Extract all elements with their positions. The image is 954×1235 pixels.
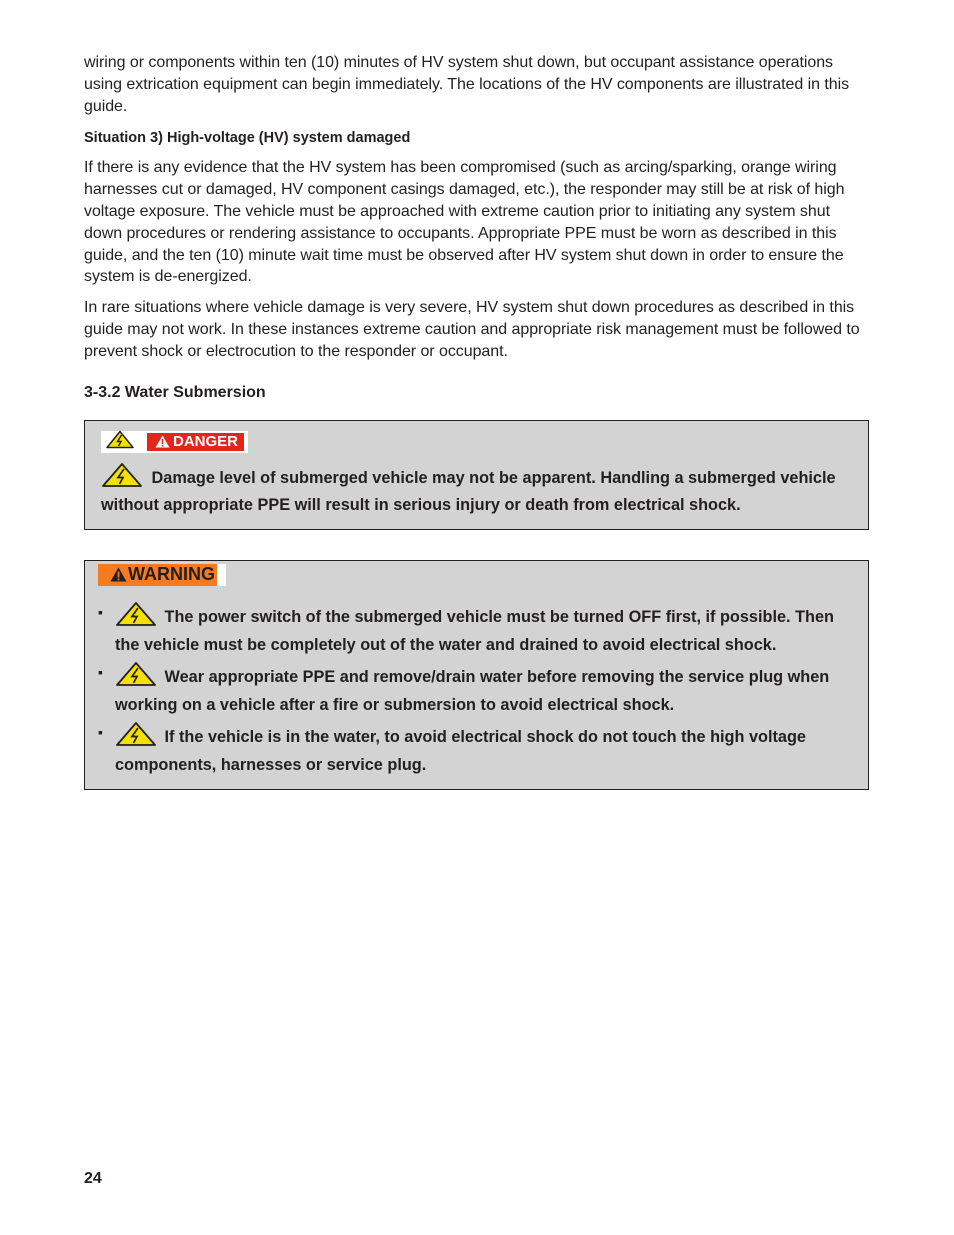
warning-box [84, 560, 869, 790]
document-page [84, 52, 870, 790]
danger-message-text: Damage level of submerged vehicle may not be apparent. Handling a submerged vehicle without appropriate PPE will result in serious injury or death from electrical shock. [101, 468, 836, 515]
page-number: 24 [84, 1170, 102, 1187]
warning-list [98, 601, 868, 776]
danger-label-strip [101, 431, 248, 453]
warning-label-strip [98, 564, 226, 586]
list-item-text: The power switch of the submerged vehicle must be turned OFF first, if possible. Then the vehicle must be completely out of the water and drained to avoid electrical shock. [115, 608, 834, 654]
high-voltage-warning-icon [115, 721, 157, 754]
list-item-text: If the vehicle is in the water, to avoid electrical shock do not touch the high voltage components, harnesses or service plug. [115, 728, 806, 774]
high-voltage-warning-icon [105, 430, 135, 454]
list-item-text: Wear appropriate PPE and remove/drain water before removing the service plug when working on a vehicle after a fire or submersion to avoid electrical shock. [115, 668, 830, 714]
warning-label-text: WARNING [128, 564, 215, 585]
intro-paragraph: wiring or components within ten (10) minutes of HV system shut down, but occupant assistance operations using extrication equipment can begin immediately. The locations of the HV components are illustrated in this guide. [84, 54, 850, 115]
danger-label-text: DANGER [173, 433, 239, 451]
danger-message [101, 462, 868, 517]
high-voltage-warning-icon [115, 661, 157, 694]
alert-triangle-icon [155, 435, 170, 448]
high-voltage-warning-icon [101, 462, 143, 495]
alert-triangle-icon [110, 567, 127, 582]
danger-label [147, 433, 244, 451]
list-item [98, 601, 868, 656]
danger-box [84, 420, 869, 530]
situation3-heading: Situation 3) High-voltage (HV) system damaged [84, 130, 411, 147]
list-item [98, 721, 868, 776]
bullet-icon: ▪ [98, 724, 103, 741]
list-item [98, 661, 868, 716]
bullet-icon: ▪ [98, 604, 103, 621]
warning-label [98, 564, 217, 586]
high-voltage-warning-icon [115, 601, 157, 634]
bullet-icon: ▪ [98, 664, 103, 681]
situation3-paragraph-2: In rare situations where vehicle damage is very severe, HV system shut down procedures as described in this guide may not work. In these instances extreme caution and appropriate risk management must be followed to prevent shock or electrocution to the responder or occupant. [84, 299, 860, 360]
water-submersion-heading: 3-3.2 Water Submersion [84, 383, 266, 401]
situation3-paragraph-1: If there is any evidence that the HV system has been compromised (such as arcing/sparking, orange wiring harnesses cut or damaged, HV component casings damaged, etc.), the responder may still be at risk of high voltage exposure. The vehicle must be approached with extreme caution prior to initiating any system shut down procedures or rendering assistance to occupants. Appropriate PPE must be worn as described in this guide, and the ten (10) minute wait time must be observed after HV system shut down in order to ensure the system is de-energized. [84, 159, 845, 286]
